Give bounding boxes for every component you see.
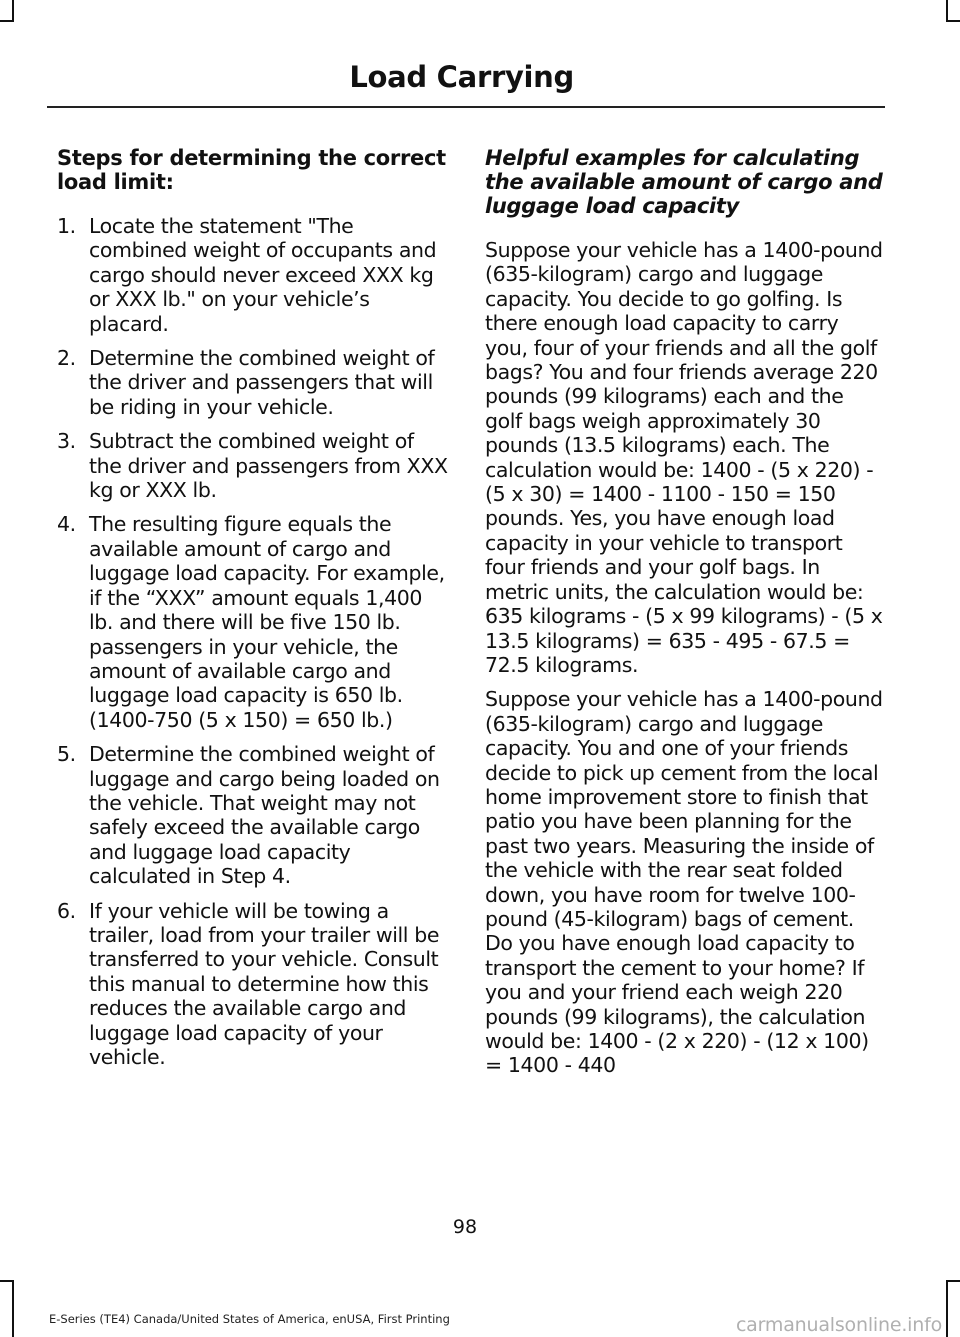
steps-list [57,214,449,1069]
step-number: 3. [57,429,76,454]
step-text: If your vehicle will be towing a trailer, load from your trailer will be transferred to your vehicle. Consult this manual to determine how this reduces the available cargo and luggage load capacity of your vehicle. [89,898,440,1069]
step-number: 2. [57,346,76,371]
crop-mark-bottom-right-horizontal [946,1280,960,1282]
crop-mark-bottom-right-vertical [946,1280,948,1337]
crop-mark-top-left-vertical [12,0,14,22]
step-number: 5. [57,742,76,767]
left-column [57,146,449,1079]
example-paragraph: Suppose your vehicle has a 1400-pound (635-kilogram) cargo and luggage capacity. You and one of your friends decide to pick up cement from the local home improvement store to finish that patio you have been planning for the past two years. Measuring the inside of the vehicle with the rear seat folded down, you have room for twelve 100-pound (45-kilogram) bags of cement. Do you have enough load capacity to transport the cement to your home? If you and your friend each weigh 220 pounds (99 kilograms), the calculation would be: 1400 - (2 x 220) - (12 x 100) = 1400 - 440 [485,687,883,1078]
watermark: carmanualsonline.info [735,1314,942,1336]
step-text: Locate the statement "The combined weight of occupants and cargo should never exceed XXX kg or XXX lb." on your vehicle’s placard. [89,214,437,336]
crop-mark-bottom-left-vertical [12,1280,14,1337]
crop-mark-top-left-horizontal [0,20,14,22]
crop-mark-top-right-vertical [946,0,948,22]
step-item [57,512,449,732]
steps-heading: Steps for determining the correct load limit: [57,146,446,194]
right-column [485,146,885,1088]
step-text: Subtract the combined weight of the driver and passengers from XXX kg or XXX lb. [89,429,448,503]
crop-mark-bottom-left-horizontal [0,1280,14,1282]
step-text: The resulting figure equals the available amount of cargo and luggage load capacity. For example, if the “XXX” amount equals 1,400 lb. and there will be five 150 lb. passengers in your vehicle, the amount of available cargo and luggage load capacity is 650 lb. (1400-750 (5 x 150) = 650 lb.) [89,512,445,732]
step-item [57,742,449,888]
step-text: Determine the combined weight of the driver and passengers that will be riding in your vehicle. [89,346,435,419]
step-item [57,214,449,336]
step-number: 4. [57,512,76,537]
page-number: 98 [452,1216,478,1238]
header-divider [47,106,885,108]
crop-mark-top-right-horizontal [946,20,960,22]
examples-heading: Helpful examples for calculating the available amount of cargo and luggage load capacity [485,146,883,218]
example-paragraph: Suppose your vehicle has a 1400-pound (635-kilogram) cargo and luggage capacity. You decide to go golfing. Is there enough load capacity to carry you, four of your friends and all the golf bags? You and four friends average 220 pounds (99 kilograms) each and the golf bags weigh approximately 30 pounds (13.5 kilograms) each. The calculation would be: 1400 - (5 x 220) - (5 x 30) = 1400 - 1100 - 150 = 150 pounds. Yes, you have enough load capacity in your vehicle to transport four friends and your golf bags. In metric units, the calculation would be: 635 kilograms - (5 x 99 kilograms) - (5 x 13.5 kilograms) = 635 - 495 - 67.5 = 72.5 kilograms. [485,238,883,677]
step-item [57,899,449,1070]
step-number: 1. [57,214,76,238]
step-text: Determine the combined weight of luggage and cargo being loaded on the vehicle. That weight may not safely exceed the available cargo and luggage load capacity calculated in Step 4. [89,742,440,889]
step-number: 6. [57,898,76,923]
step-item [57,346,449,419]
step-item [57,429,449,502]
section-title: Load Carrying [349,60,574,94]
footer-text: E-Series (TE4) Canada/United States of America, enUSA, First Printing [49,1312,450,1326]
